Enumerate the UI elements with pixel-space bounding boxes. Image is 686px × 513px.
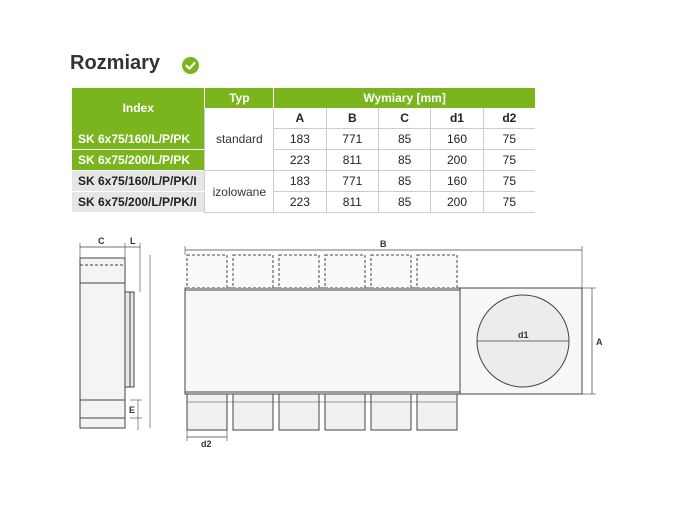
front-view <box>185 246 596 441</box>
header-index: Index <box>72 88 205 129</box>
cell-c: 85 <box>379 129 431 150</box>
label-b: B <box>380 239 387 249</box>
label-l: L <box>130 236 136 246</box>
cell-c: 85 <box>379 171 431 192</box>
column-header: B <box>326 108 378 129</box>
row-index: SK 6x75/160/L/P/PK/I <box>72 171 205 192</box>
cell-a: 223 <box>274 192 326 213</box>
type-insulated: izolowane <box>205 171 274 213</box>
cell-d1: 200 <box>431 192 483 213</box>
cell-a: 183 <box>274 171 326 192</box>
dimensions-table <box>72 88 535 213</box>
cell-d2: 75 <box>483 171 535 192</box>
technical-drawing <box>70 235 620 455</box>
cell-a: 183 <box>274 129 326 150</box>
label-e: E <box>129 405 136 415</box>
cell-d1: 160 <box>431 129 483 150</box>
label-d1: d1 <box>518 330 529 340</box>
header-type: Typ <box>205 88 274 108</box>
cell-b: 771 <box>326 171 378 192</box>
page-title: Rozmiary <box>70 52 161 74</box>
header-dimensions: Wymiary [mm] <box>274 88 535 108</box>
label-a: A <box>596 337 603 347</box>
row-index: SK 6x75/160/L/P/PK <box>72 129 205 150</box>
cell-c: 85 <box>379 192 431 213</box>
label-c: C <box>98 236 105 246</box>
check-circle-icon <box>182 57 199 74</box>
column-header: d1 <box>431 108 483 129</box>
cell-b: 771 <box>326 129 378 150</box>
cell-d1: 160 <box>431 171 483 192</box>
label-d2: d2 <box>201 439 212 449</box>
cell-d2: 75 <box>483 150 535 171</box>
table-row <box>72 129 535 150</box>
type-standard: standard <box>205 108 274 171</box>
table-row <box>72 171 535 192</box>
cell-d2: 75 <box>483 192 535 213</box>
cell-d1: 200 <box>431 150 483 171</box>
cell-b: 811 <box>326 150 378 171</box>
column-header: C <box>379 108 431 129</box>
table-row <box>72 150 535 171</box>
column-header: A <box>274 108 326 129</box>
cell-b: 811 <box>326 192 378 213</box>
cell-a: 223 <box>274 150 326 171</box>
cell-c: 85 <box>379 150 431 171</box>
row-index: SK 6x75/200/L/P/PK/I <box>72 192 205 213</box>
row-index: SK 6x75/200/L/P/PK <box>72 150 205 171</box>
column-header: d2 <box>483 108 535 129</box>
cell-d2: 75 <box>483 129 535 150</box>
side-view <box>80 243 150 430</box>
table-row <box>72 192 535 213</box>
